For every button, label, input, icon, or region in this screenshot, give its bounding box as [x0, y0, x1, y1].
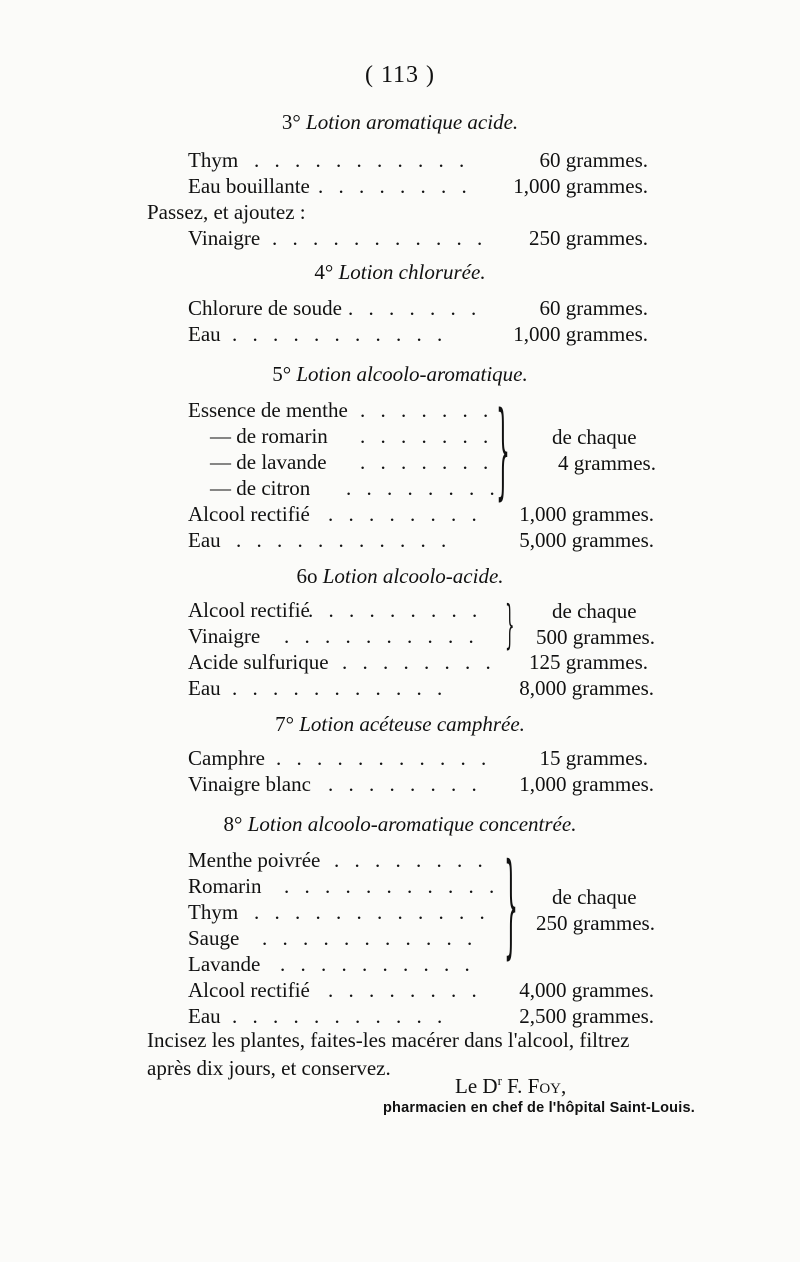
ingredient-row	[188, 846, 658, 874]
ingredient-name: Acide sulfurique	[188, 650, 329, 674]
leader-dots: . . . . . . . .	[328, 772, 482, 796]
signature-role: pharmacien en chef de l'hôpital Saint-Louis.	[383, 1100, 695, 1116]
ingredient-name: Alcool rectifié	[188, 598, 310, 622]
brace-note-line: 4 grammes.	[558, 451, 656, 475]
signature	[455, 1073, 566, 1099]
leader-dots: . . . . . . . . .	[308, 598, 483, 622]
ingredient-row	[188, 950, 658, 978]
ingredient-quantity: 125 grammes.	[529, 650, 648, 674]
brace-note-line: 500 grammes.	[536, 625, 655, 649]
ingredient-row	[188, 474, 658, 502]
leader-dots: . . . . . . . . . .	[280, 952, 475, 976]
ingredient-name: Eau bouillante	[188, 174, 310, 198]
ingredient-name: Eau	[188, 676, 221, 700]
section-number: 4°	[314, 260, 334, 284]
ingredient-quantity: 1,000 grammes.	[513, 174, 648, 198]
section-number: 5°	[272, 362, 292, 386]
ingredient-quantity: 15 grammes.	[539, 746, 648, 770]
ingredient-row	[188, 294, 658, 322]
leader-dots: . . . . . . . .	[346, 476, 500, 500]
brace-note	[552, 424, 656, 476]
leader-dots: . . . . . . .	[348, 296, 482, 320]
section-heading	[0, 712, 800, 737]
section-heading	[0, 564, 800, 589]
ingredient-name: Menthe poivrée	[188, 848, 321, 872]
section-heading	[0, 110, 800, 135]
ingredient-row	[188, 526, 658, 554]
ingredient-row	[188, 674, 658, 702]
ingredient-name: Vinaigre	[188, 624, 261, 648]
brace-note	[536, 884, 655, 936]
leader-dots: . . . . . . . . . . .	[276, 746, 492, 770]
ingredient-row	[188, 224, 658, 252]
ingredient-quantity: 8,000 grammes.	[519, 676, 654, 700]
section-title: Lotion acéteuse camphrée.	[299, 712, 525, 736]
ingredient-name: Vinaigre	[188, 226, 261, 250]
leader-dots: . . . . . . .	[360, 398, 494, 422]
leader-dots: . . . . . . . . . .	[284, 624, 479, 648]
ingredient-name: Camphre	[188, 746, 265, 770]
section-title: Lotion aromatique acide.	[306, 110, 519, 134]
section-number: 7°	[275, 712, 294, 736]
ingredient-row	[188, 976, 658, 1004]
leader-dots: . . . . . . . . . . . .	[254, 900, 490, 924]
ingredient-name: Essence de menthe	[188, 398, 348, 422]
ingredient-row	[188, 396, 658, 424]
ingredient-name: Thym	[188, 900, 239, 924]
ingredient-quantity: 5,000 grammes.	[519, 528, 654, 552]
ingredient-name: Sauge	[188, 926, 240, 950]
ingredient-quantity: 1,000 grammes.	[519, 772, 654, 796]
ingredient-row	[188, 770, 658, 798]
section-title: Lotion alcoolo-aromatique.	[296, 362, 528, 386]
leader-dots: . . . . . . .	[360, 424, 494, 448]
signature-prefix-sup: r	[497, 1073, 502, 1088]
section-title: Lotion chlorurée.	[338, 260, 486, 284]
ingredient-name: Alcool rectifié	[188, 978, 310, 1002]
curly-brace-icon: }	[496, 392, 510, 512]
ingredient-name: Vinaigre blanc	[188, 772, 311, 796]
ingredient-quantity: 1,000 grammes.	[519, 502, 654, 526]
leader-dots: . . . . . . . . . . .	[254, 148, 470, 172]
ingredient-name: Eau	[188, 528, 221, 552]
leader-dots: . . . . . . . . . . .	[272, 226, 488, 250]
section-heading	[0, 362, 800, 387]
brace-note	[536, 598, 655, 650]
ingredient-quantity: 4,000 grammes.	[519, 978, 654, 1002]
leader-dots: . . . . . . . .	[328, 978, 482, 1002]
leader-dots: . . . . . . . .	[334, 848, 488, 872]
ingredient-quantity: 1,000 grammes.	[513, 322, 648, 346]
ingredient-name: — de citron	[210, 476, 311, 500]
section-title: Lotion alcoolo-aromatique concentrée.	[247, 812, 577, 836]
section-title: Lotion alcoolo-acide.	[322, 564, 504, 588]
ingredient-name: Chlorure de soude	[188, 296, 342, 320]
leader-dots: . . . . . . . . . . .	[262, 926, 478, 950]
leader-dots: . . . . . . . . . . .	[232, 322, 448, 346]
ingredient-quantity: 250 grammes.	[529, 226, 648, 250]
section-number: 6o	[296, 564, 318, 588]
section-number: 8°	[223, 812, 243, 836]
instruction-line: Passez, et ajoutez :	[147, 200, 306, 224]
leader-dots: . . . . . . . .	[342, 650, 496, 674]
ingredient-row	[188, 648, 658, 676]
ingredient-quantity: 60 grammes.	[539, 148, 648, 172]
leader-dots: . . . . . . . . . . .	[232, 676, 448, 700]
leader-dots: . . . . . . . . . . .	[236, 528, 452, 552]
ingredient-row	[188, 146, 658, 174]
ingredient-name: Eau	[188, 1004, 221, 1028]
ingredient-row	[188, 500, 658, 528]
closing-paragraph: Incisez les plantes, faites-les macérer dans l'alcool, filtrez après dix jours, et conservez.	[147, 1028, 630, 1080]
ingredient-quantity: 60 grammes.	[539, 296, 648, 320]
ingredient-row	[188, 320, 658, 348]
curly-brace-icon: }	[505, 596, 515, 656]
ingredient-name: Thym	[188, 148, 239, 172]
ingredient-quantity: 2,500 grammes.	[519, 1004, 654, 1028]
brace-note-line: de chaque	[552, 425, 637, 449]
brace-note-line: 250 grammes.	[536, 911, 655, 935]
brace-note-line: de chaque	[552, 885, 637, 909]
leader-dots: . . . . . . . .	[318, 174, 472, 198]
leader-dots: . . . . . . . .	[328, 502, 482, 526]
ingredient-name: Lavande	[188, 952, 261, 976]
ingredient-name: Alcool rectifié	[188, 502, 310, 526]
ingredient-row	[188, 744, 658, 772]
leader-dots: . . . . . . .	[360, 450, 494, 474]
curly-brace-icon: }	[504, 842, 518, 971]
leader-dots: . . . . . . . . . . .	[284, 874, 500, 898]
ingredient-name: Romarin	[188, 874, 262, 898]
section-heading	[0, 260, 800, 285]
ingredient-row	[188, 172, 658, 200]
ingredient-name: — de lavande	[210, 450, 327, 474]
ingredient-name: — de romarin	[210, 424, 328, 448]
signature-name: F. Foy,	[507, 1074, 567, 1098]
ingredient-name: Eau	[188, 322, 221, 346]
brace-note-line: de chaque	[552, 599, 637, 623]
signature-prefix: Le D	[455, 1074, 498, 1098]
page-number: ( 113 )	[364, 62, 436, 88]
leader-dots: . . . . . . . . . . .	[232, 1004, 448, 1028]
section-number: 3°	[281, 110, 301, 134]
section-heading	[0, 812, 800, 837]
